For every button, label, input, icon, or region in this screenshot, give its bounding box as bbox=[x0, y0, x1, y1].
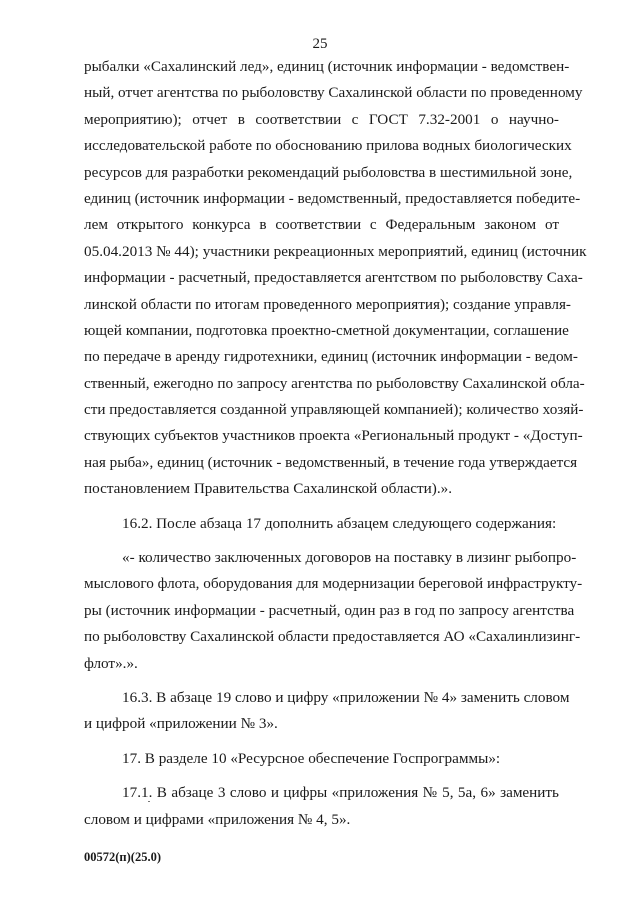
document-code: 00572(п)(25.0) bbox=[84, 850, 161, 864]
document-body bbox=[84, 54, 587, 833]
text-line: сти предоставляется созданной управляющей компанией); количество хозяй- bbox=[84, 401, 584, 419]
paragraph-item-17 bbox=[84, 746, 559, 772]
text-line: 05.04.2013 № 44); участники рекреационных мероприятий, единиц (источник bbox=[84, 242, 587, 260]
page-number: 25 bbox=[312, 36, 328, 52]
text-line: единиц (источник информации - ведомственный, предоставляется победите- bbox=[84, 189, 581, 207]
text-line: исследовательской работе по обоснованию прилова водных биологических bbox=[84, 137, 572, 155]
text-line: и цифрой «приложении № 3». bbox=[84, 715, 278, 733]
paragraph-item-16-2-quote bbox=[84, 545, 583, 677]
text-line: постановлением Правительства Сахалинской области).». bbox=[84, 480, 453, 498]
text-line: ресурсов для разработки рекомендаций рыболовства в шестимильной зоне, bbox=[84, 163, 573, 181]
text-line: «- количество заключенных договоров на поставку в лизинг рыбопро- bbox=[122, 549, 577, 567]
text-line: флот».». bbox=[84, 654, 138, 672]
text-line: лем открытого конкурса в соответствии с Федеральным законом от bbox=[84, 216, 559, 234]
text-line: ры (источник информации - расчетный, один раз в год по запросу агентства bbox=[84, 601, 575, 619]
text-line: 17. В разделе 10 «Ресурсное обеспечение Госпрограммы»: bbox=[122, 749, 501, 767]
text-line: ственный, ежегодно по запросу агентства по рыболовству Сахалинской обла- bbox=[84, 374, 585, 392]
text-line: 17.1. В абзаце 3 слово и цифры «приложения № 5, 5а, 6» заменить bbox=[122, 784, 559, 802]
text-line: словом и цифрами «приложения № 4, 5». bbox=[84, 810, 351, 828]
text-line: мыслового флота, оборудования для модернизации береговой инфраструкту- bbox=[84, 575, 583, 593]
text-line: мероприятию); отчет в соответствии с ГОСТ 7.32-2001 о научно- bbox=[84, 110, 559, 128]
text-line: линской области по итогам проведенного мероприятия); создание управля- bbox=[84, 295, 571, 313]
text-line: ствующих субъектов участников проекта «Региональный продукт - «Доступ- bbox=[84, 427, 583, 445]
text-line: ющей компании, подготовка проектно-сметной документации, соглашение bbox=[84, 321, 569, 339]
text-line: рыбалки «Сахалинский лед», единиц (источник информации - ведомствен- bbox=[84, 58, 570, 75]
text-line: по передаче в аренду гидротехники, единиц (источник информации - ведом- bbox=[84, 348, 578, 366]
text-line: информации - расчетный, предоставляется агентством по рыболовству Саха- bbox=[84, 269, 583, 287]
text-line: ная рыба», единиц (источник - ведомственный, в течение года утверждается bbox=[84, 453, 578, 471]
text-line: 16.3. В абзаце 19 слово и цифру «приложении № 4» заменить словом bbox=[122, 688, 570, 706]
paragraph-item-16-2 bbox=[84, 511, 559, 537]
text-line: 16.2. После абзаца 17 дополнить абзацем следующего содержания: bbox=[122, 514, 557, 532]
scan-speck bbox=[148, 801, 150, 802]
text-line: по рыболовству Сахалинской области предоставляется АО «Сахалинлизинг- bbox=[84, 628, 581, 646]
paragraph-item-16-3 bbox=[84, 685, 570, 738]
paragraph-item-17-1 bbox=[84, 780, 559, 833]
paragraph-continuation bbox=[84, 54, 587, 503]
text-line: ный, отчет агентства по рыболовству Сахалинской области по проведенному bbox=[84, 84, 583, 102]
